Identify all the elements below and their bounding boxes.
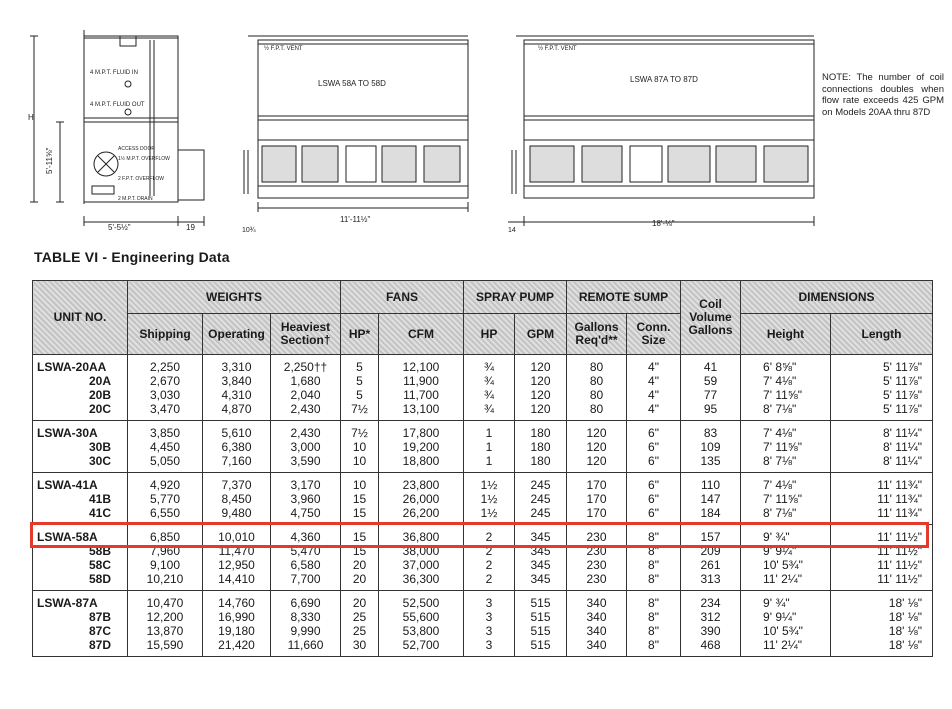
cell-gallons-reqd: 120 [567,440,627,454]
right-left-label: 14 [508,227,516,234]
cell-pump-hp: 2 [464,558,515,572]
cell-coil-volume: 184 [681,506,741,525]
cell-pump-hp: ¾ [464,388,515,402]
cell-length: 11' 11½" [831,558,933,572]
table-body [33,355,933,657]
cell-length: 5' 11⅞" [831,355,933,375]
cell-coil-volume: 41 [681,355,741,375]
cell-cfm: 53,800 [379,624,464,638]
table-row [33,388,933,402]
cell-gallons-reqd: 170 [567,506,627,525]
header-length: Length [831,314,933,355]
overflow-mpt-label: 1½ M.P.T. OVERFLOW [118,156,170,162]
header-remote-sump: REMOTE SUMP [567,281,681,314]
header-gpm: GPM [515,314,567,355]
cell-fan-hp: 30 [341,638,379,657]
cell-fan-hp: 5 [341,374,379,388]
cell-heaviest-section: 6,690 [271,591,341,611]
cell-gpm: 345 [515,558,567,572]
cell-height: 8' 7⅛" [741,402,831,421]
cell-shipping: 5,050 [128,454,203,473]
cell-height: 11' 2¼" [741,638,831,657]
cell-fan-hp: 25 [341,624,379,638]
cell-gpm: 515 [515,624,567,638]
cell-gallons-reqd: 230 [567,572,627,591]
cell-height: 6' 8⅝" [741,355,831,375]
table-row [33,374,933,388]
cell-gpm: 245 [515,473,567,493]
cell-shipping: 13,870 [128,624,203,638]
cell-operating: 3,840 [203,374,271,388]
cell-length: 18' ⅛" [831,624,933,638]
cell-heaviest-section: 3,170 [271,473,341,493]
cell-coil-volume: 468 [681,638,741,657]
cell-conn-size: 8" [627,572,681,591]
cell-coil-volume: 135 [681,454,741,473]
cell-pump-hp: ¾ [464,355,515,375]
cell-fan-hp: 5 [341,388,379,402]
table-row [33,402,933,421]
cell-height: 9' 9¼" [741,610,831,624]
cell-coil-volume: 77 [681,388,741,402]
cell-shipping: 10,470 [128,591,203,611]
table-row [33,572,933,591]
cell-operating: 7,370 [203,473,271,493]
table-row [33,624,933,638]
cell-cfm: 11,700 [379,388,464,402]
cell-shipping: 7,960 [128,544,203,558]
cell-cfm: 19,200 [379,440,464,454]
cell-fan-hp: 5 [341,355,379,375]
cell-coil-volume: 147 [681,492,741,506]
cell-length: 8' 11¼" [831,440,933,454]
cell-pump-hp: 1½ [464,492,515,506]
cell-length: 5' 11⅞" [831,388,933,402]
cell-pump-hp: 3 [464,624,515,638]
access-door-label: ACCESS DOOR [118,146,155,152]
cell-operating: 14,760 [203,591,271,611]
cell-heaviest-section: 8,330 [271,610,341,624]
cell-gpm: 515 [515,638,567,657]
table-row [33,421,933,441]
cell-unit-no: 87D [33,638,128,657]
header-cfm: CFM [379,314,464,355]
header-coil-volume: Coil Volume Gallons [681,281,741,355]
cell-pump-hp: 2 [464,525,515,545]
cell-pump-hp: 1½ [464,506,515,525]
header-fan-hp: HP* [341,314,379,355]
fluid-in-label: 4 M.P.T. FLUID IN [90,70,138,76]
cell-height: 8' 7⅛" [741,506,831,525]
middle-left-label: 10¾ [242,227,256,234]
cell-gpm: 120 [515,388,567,402]
cell-fan-hp: 20 [341,572,379,591]
cell-unit-no: 87C [33,624,128,638]
cell-operating: 7,160 [203,454,271,473]
cell-shipping: 4,450 [128,440,203,454]
cell-heaviest-section: 2,430 [271,421,341,441]
cell-fan-hp: 15 [341,544,379,558]
cell-unit-no: 41C [33,506,128,525]
cell-shipping: 6,550 [128,506,203,525]
right-front-view-drawing [508,36,814,226]
cell-cfm: 36,300 [379,572,464,591]
cell-length: 11' 11¾" [831,473,933,493]
cell-fan-hp: 20 [341,558,379,572]
cell-cfm: 26,000 [379,492,464,506]
cell-unit-no: 30B [33,440,128,454]
table-row [33,454,933,473]
table-row [33,525,933,545]
middle-model-label: LSWA 58A TO 58D [318,79,386,88]
middle-vent-label: ½ F.P.T. VENT [264,46,303,52]
cell-operating: 9,480 [203,506,271,525]
cell-gpm: 180 [515,454,567,473]
cell-height: 10' 5¾" [741,558,831,572]
cell-heaviest-section: 4,360 [271,525,341,545]
cell-unit-no: LSWA-58A [33,525,128,545]
right-model-label: LSWA 87A TO 87D [630,75,698,84]
cell-heaviest-section: 3,960 [271,492,341,506]
cell-height: 7' 11⅝" [741,440,831,454]
cell-operating: 19,180 [203,624,271,638]
cell-coil-volume: 59 [681,374,741,388]
cell-fan-hp: 25 [341,610,379,624]
cell-heaviest-section: 4,750 [271,506,341,525]
cell-operating: 5,610 [203,421,271,441]
cell-conn-size: 4" [627,374,681,388]
cell-fan-hp: 7½ [341,402,379,421]
cell-gpm: 180 [515,421,567,441]
cell-conn-size: 4" [627,355,681,375]
cell-gallons-reqd: 80 [567,388,627,402]
cell-shipping: 5,770 [128,492,203,506]
dim-h-label: H [28,113,34,122]
cell-gpm: 345 [515,544,567,558]
cell-pump-hp: 3 [464,591,515,611]
cell-conn-size: 6" [627,473,681,493]
cell-pump-hp: 2 [464,544,515,558]
cell-coil-volume: 83 [681,421,741,441]
table-row [33,610,933,624]
cell-coil-volume: 109 [681,440,741,454]
cell-conn-size: 6" [627,492,681,506]
left-width-label: 5'-5½" [108,223,131,232]
cell-gallons-reqd: 230 [567,525,627,545]
cell-conn-size: 6" [627,440,681,454]
cell-coil-volume: 312 [681,610,741,624]
dim-height-label: 5'-11⅝" [45,147,54,174]
cell-length: 18' ⅛" [831,638,933,657]
cell-pump-hp: 1 [464,440,515,454]
cell-pump-hp: 3 [464,610,515,624]
cell-gallons-reqd: 120 [567,454,627,473]
cell-unit-no: 20C [33,402,128,421]
cell-height: 9' 9¼" [741,544,831,558]
cell-operating: 8,450 [203,492,271,506]
cell-height: 11' 2¼" [741,572,831,591]
cell-gallons-reqd: 340 [567,638,627,657]
cell-shipping: 4,920 [128,473,203,493]
cell-unit-no: 20A [33,374,128,388]
cell-operating: 16,990 [203,610,271,624]
cell-unit-no: 58D [33,572,128,591]
cell-fan-hp: 20 [341,591,379,611]
cell-length: 11' 11½" [831,544,933,558]
cell-length: 5' 11⅞" [831,402,933,421]
cell-gallons-reqd: 340 [567,610,627,624]
cell-pump-hp: 1 [464,421,515,441]
cell-fan-hp: 7½ [341,421,379,441]
cell-unit-no: 20B [33,388,128,402]
cell-fan-hp: 15 [341,506,379,525]
drain-label: 2 M.P.T. DRAIN [118,196,153,202]
cell-shipping: 2,670 [128,374,203,388]
cell-heaviest-section: 9,990 [271,624,341,638]
right-vent-label: ½ F.P.T. VENT [538,46,577,52]
cell-height: 7' 11⅝" [741,492,831,506]
cell-conn-size: 8" [627,610,681,624]
cell-shipping: 3,850 [128,421,203,441]
cell-unit-no: 58B [33,544,128,558]
left-side-view-drawing [30,30,204,226]
overflow-fpt-label: 2 F.P.T. OVERFLOW [118,176,165,182]
cell-height: 9' ¾" [741,591,831,611]
cell-conn-size: 8" [627,525,681,545]
cell-gpm: 120 [515,355,567,375]
cell-height: 7' 4⅛" [741,421,831,441]
cell-conn-size: 6" [627,454,681,473]
cell-height: 8' 7⅛" [741,454,831,473]
engineering-data-table [32,280,933,657]
cell-unit-no: 87B [33,610,128,624]
cell-heaviest-section: 1,680 [271,374,341,388]
cell-gpm: 245 [515,506,567,525]
cell-coil-volume: 95 [681,402,741,421]
table-row [33,506,933,525]
cell-unit-no: 58C [33,558,128,572]
cell-gpm: 515 [515,591,567,611]
cell-pump-hp: 3 [464,638,515,657]
coil-connections-note: NOTE: The number of coil connections doubles when flow rate exceeds 425 GPM on Models 20AA thru 87D [822,72,944,118]
cell-cfm: 17,800 [379,421,464,441]
cell-unit-no: 30C [33,454,128,473]
cell-conn-size: 8" [627,624,681,638]
cell-gallons-reqd: 80 [567,374,627,388]
cell-operating: 6,380 [203,440,271,454]
cell-gallons-reqd: 340 [567,591,627,611]
cell-coil-volume: 110 [681,473,741,493]
cell-pump-hp: ¾ [464,402,515,421]
cell-gpm: 245 [515,492,567,506]
cell-shipping: 12,200 [128,610,203,624]
cell-length: 18' ⅛" [831,591,933,611]
cell-coil-volume: 313 [681,572,741,591]
cell-heaviest-section: 2,040 [271,388,341,402]
cell-gallons-reqd: 230 [567,558,627,572]
cell-heaviest-section: 2,430 [271,402,341,421]
cell-conn-size: 8" [627,544,681,558]
cell-shipping: 9,100 [128,558,203,572]
header-dimensions: DIMENSIONS [741,281,933,314]
cell-gallons-reqd: 230 [567,544,627,558]
cell-unit-no: LSWA-30A [33,421,128,441]
cell-fan-hp: 10 [341,440,379,454]
middle-front-view-drawing [244,36,468,212]
header-heaviest-section: Heaviest Section† [271,314,341,355]
cell-shipping: 3,470 [128,402,203,421]
table-row [33,558,933,572]
cell-length: 8' 11¼" [831,454,933,473]
unit-drawings [0,0,952,240]
cell-conn-size: 4" [627,402,681,421]
cell-length: 11' 11¾" [831,506,933,525]
cell-length: 11' 11¾" [831,492,933,506]
cell-cfm: 12,100 [379,355,464,375]
cell-heaviest-section: 5,470 [271,544,341,558]
cell-length: 8' 11¼" [831,421,933,441]
cell-operating: 4,870 [203,402,271,421]
table-title: TABLE VI - Engineering Data [34,249,230,265]
cell-operating: 21,420 [203,638,271,657]
cell-pump-hp: 1½ [464,473,515,493]
cell-cfm: 18,800 [379,454,464,473]
cell-heaviest-section: 2,250†† [271,355,341,375]
cell-cfm: 37,000 [379,558,464,572]
cell-length: 5' 11⅞" [831,374,933,388]
cell-shipping: 3,030 [128,388,203,402]
cell-conn-size: 8" [627,591,681,611]
cell-conn-size: 8" [627,638,681,657]
cell-operating: 14,410 [203,572,271,591]
header-height: Height [741,314,831,355]
cell-conn-size: 8" [627,558,681,572]
cell-cfm: 11,900 [379,374,464,388]
cell-length: 11' 11½" [831,572,933,591]
cell-operating: 12,950 [203,558,271,572]
cell-coil-volume: 157 [681,525,741,545]
cell-cfm: 52,700 [379,638,464,657]
cell-gpm: 120 [515,402,567,421]
header-pump-hp: HP [464,314,515,355]
cell-operating: 11,470 [203,544,271,558]
header-operating: Operating [203,314,271,355]
cell-gpm: 345 [515,525,567,545]
cell-cfm: 13,100 [379,402,464,421]
cell-unit-no: LSWA-20AA [33,355,128,375]
cell-cfm: 36,800 [379,525,464,545]
cell-shipping: 2,250 [128,355,203,375]
cell-coil-volume: 261 [681,558,741,572]
cell-gpm: 345 [515,572,567,591]
cell-gallons-reqd: 80 [567,402,627,421]
cell-height: 7' 4⅛" [741,473,831,493]
cell-heaviest-section: 3,000 [271,440,341,454]
table-row [33,492,933,506]
cell-heaviest-section: 6,580 [271,558,341,572]
cell-operating: 10,010 [203,525,271,545]
cell-fan-hp: 15 [341,492,379,506]
right-width-label: 18'-⅛" [652,219,675,228]
cell-conn-size: 6" [627,506,681,525]
cell-height: 7' 11⅝" [741,388,831,402]
cell-pump-hp: 1 [464,454,515,473]
cell-fan-hp: 10 [341,454,379,473]
cell-cfm: 52,500 [379,591,464,611]
cell-gallons-reqd: 120 [567,421,627,441]
cell-cfm: 38,000 [379,544,464,558]
header-gallons-reqd: Gallons Req'd** [567,314,627,355]
middle-width-label: 11'-11½" [340,215,371,224]
cell-operating: 3,310 [203,355,271,375]
cell-gallons-reqd: 340 [567,624,627,638]
cell-coil-volume: 390 [681,624,741,638]
cell-pump-hp: 2 [464,572,515,591]
cell-shipping: 6,850 [128,525,203,545]
cell-conn-size: 6" [627,421,681,441]
table-row [33,440,933,454]
cell-pump-hp: ¾ [464,374,515,388]
header-shipping: Shipping [128,314,203,355]
cell-height: 7' 4⅛" [741,374,831,388]
fluid-out-label: 4 M.P.T. FLUID OUT [90,102,145,108]
cell-gallons-reqd: 170 [567,492,627,506]
cell-length: 18' ⅛" [831,610,933,624]
cell-coil-volume: 209 [681,544,741,558]
cell-heaviest-section: 3,590 [271,454,341,473]
table-row [33,638,933,657]
cell-unit-no: LSWA-87A [33,591,128,611]
cell-height: 9' ¾" [741,525,831,545]
cell-fan-hp: 10 [341,473,379,493]
cell-operating: 4,310 [203,388,271,402]
cell-height: 10' 5¾" [741,624,831,638]
cell-gpm: 180 [515,440,567,454]
cell-length: 11' 11½" [831,525,933,545]
header-fans: FANS [341,281,464,314]
table-row [33,544,933,558]
table-row [33,355,933,375]
header-spray-pump: SPRAY PUMP [464,281,567,314]
left-side-label: 19 [186,223,195,232]
header-conn-size: Conn. Size [627,314,681,355]
cell-gpm: 515 [515,610,567,624]
cell-coil-volume: 234 [681,591,741,611]
cell-cfm: 26,200 [379,506,464,525]
cell-gpm: 120 [515,374,567,388]
cell-fan-hp: 15 [341,525,379,545]
cell-cfm: 23,800 [379,473,464,493]
header-unit-no: UNIT NO. [33,281,128,355]
cell-cfm: 55,600 [379,610,464,624]
cell-gallons-reqd: 80 [567,355,627,375]
table-row [33,473,933,493]
cell-heaviest-section: 7,700 [271,572,341,591]
cell-heaviest-section: 11,660 [271,638,341,657]
cell-conn-size: 4" [627,388,681,402]
cell-unit-no: 41B [33,492,128,506]
cell-unit-no: LSWA-41A [33,473,128,493]
header-weights: WEIGHTS [128,281,341,314]
cell-gallons-reqd: 170 [567,473,627,493]
cell-shipping: 15,590 [128,638,203,657]
table-row [33,591,933,611]
cell-shipping: 10,210 [128,572,203,591]
